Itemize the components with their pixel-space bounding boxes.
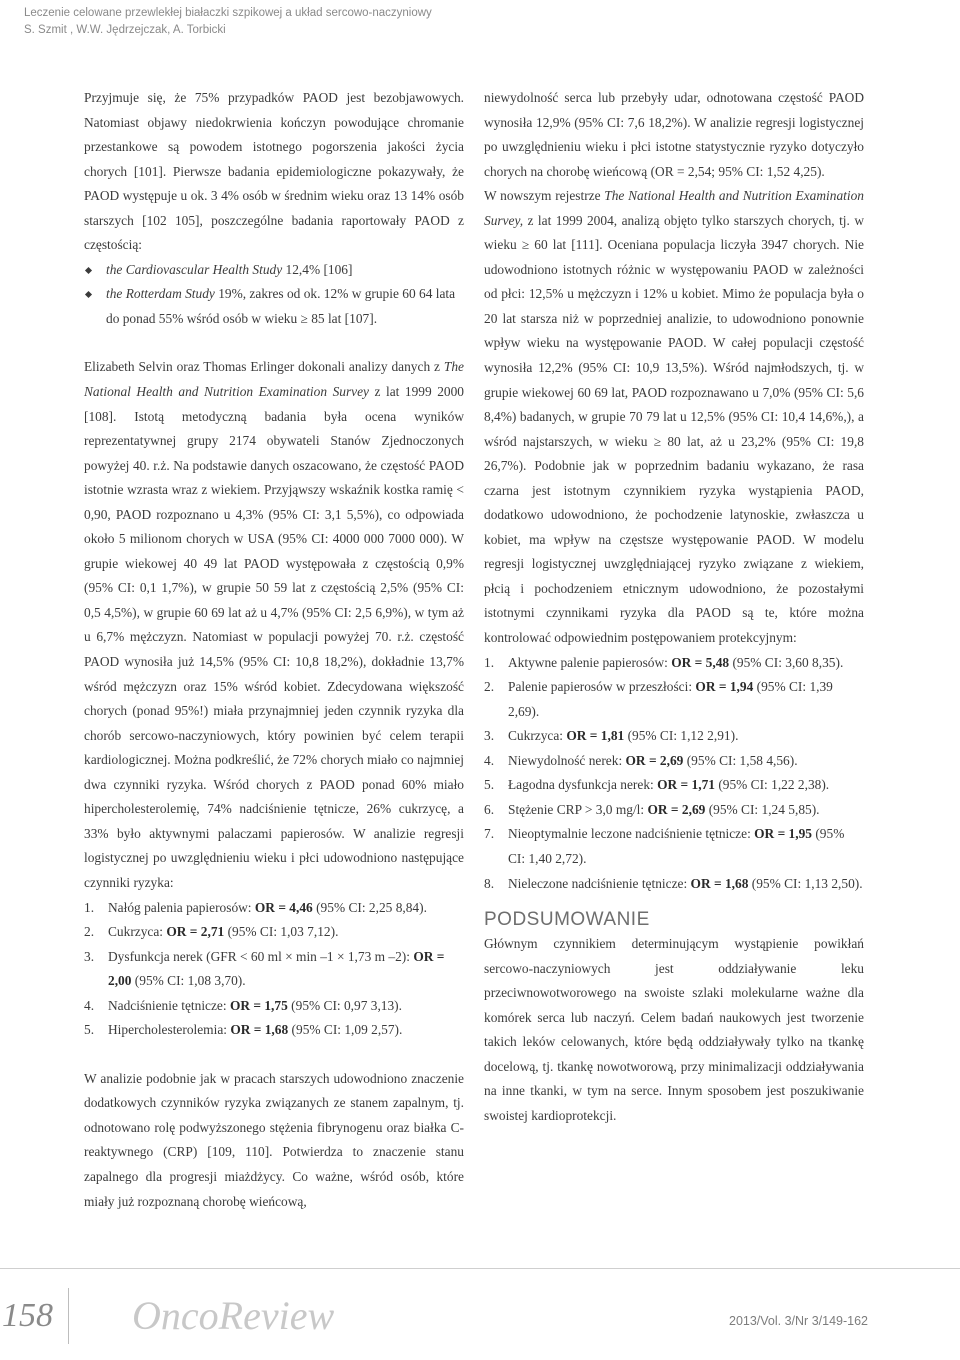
paragraph: Głównym czynnikiem determinującym wystąpienie powikłań sercowo-naczyniowych jest oddziaływanie leku przeciwnowotworowego na swoiste szlaki molekularne ważne dla komórek serca lub naczyń. Celem badań naukowych jest tworzenie takich leków celowanych, które będą oddziaływały tylko na tkankę docelową, tj. tkankę nowotworową, przy minimalizacji oddziaływania na inne tkanki, w tym na serce. Innym sposobem jest poszukiwanie swoistej kardioprotekcji. — [484, 936, 864, 1123]
text-run: Dysfunkcja nerek (GFR < 60 ml × min –1 × 1,73 m –2): — [108, 948, 414, 964]
study-name: the Cardiovascular Health Study — [106, 261, 283, 277]
text-run: (95% CI: 1,13 2,50). — [748, 875, 863, 891]
text-run: z lat 1999 2000 [108]. Istotą metodyczną badania była ocena wyników reprezentatywnej grupy 2174 obywateli Stanów Zjednoczonych powyżej 40. r.ż. Na podstawie danych oszacowano, że częstość PAOD istotnie wzrasta wraz z wiekiem. Przyjąwszy wskaźnik kostka ramię < 0,90, PAOD rozpoznano u 4,3% (95% CI: 3,1 5,5%), co odpowiada około 5 milionom chorych w USA (95% CI: 4000 000 7000 000). W grupie wiekowej 40 49 lat PAOD występowała z częstością 0,9% (95% CI: 0,1 1,7%), w grupie 50 59 lat z częstością 2,5% (95% CI: 0,5 4,5%), w grupie 60 69 lat aż u 4,7% (95% CI: 2,5 6,9%), w tym aż u 6,7% mężczyzn. Natomiast w populacji powyżej 70. r.ż. częstość PAOD wynosiła już 14,5% (95% CI: 10,8 18,2%), dokładnie 13,7% wśród mężczyzn oraz 15% wśród kobiet. Zdecydowana większość chorych (ponad 95%!) miała przynajmniej jeden czynnik ryzyka dla chorób sercowo-naczyniowych, który powinien być celem terapii kardiologicznej. Można podkreślić, że 72% chorych miało co najmniej dwa czynniki ryzyka. Wśród chorych z PAOD ponad 60% miało hipercholesterolemię, 74% nadciśnienie tętnicze, 26% cukrzycę, a 33% było aktywnymi palaczami papierosów. W analizie regresji logistycznej po uwzględnieniu wieku i płci udowodniono następujące czynniki ryzyka: — [84, 384, 465, 890]
list-item — [484, 724, 864, 749]
running-header — [24, 5, 432, 39]
list-text — [108, 945, 464, 994]
list-item — [484, 773, 864, 798]
risk-factor-list — [84, 896, 464, 1043]
list-item — [84, 1018, 464, 1043]
list-item — [84, 258, 464, 283]
text-run: Elizabeth Selvin oraz Thomas Erlinger dokonali analizy danych z — [84, 359, 444, 375]
text-run: (95% CI: 2,25 8,84). — [312, 899, 427, 915]
list-text — [108, 896, 464, 921]
list-number: 5. — [84, 1022, 95, 1038]
text-run: (95% CI: 1,03 7,12). — [224, 924, 339, 940]
text-run: Cukrzyca: — [508, 728, 567, 744]
paragraph-gap — [84, 331, 464, 355]
text-run: Nieoptymalnie leczone nadciśnienie tętnicze: — [508, 826, 755, 842]
text-run: (95% CI: 1,39 2,69). — [508, 679, 833, 719]
text-run: Nieleczone nadciśnienie tętnicze: — [508, 875, 691, 891]
paragraph: W analizie podobnie jak w pracach starszych udowodniono znaczenie dodatkowych czynników ryzyka związanych ze stanem zapalnym, tj. odnotowano rolę podwyższonego stężenia fibrynogenu oraz białka C-reaktywnego (CRP) [109, 110]. Potwierdza to znaczenie stanu zapalnego dla progresji miażdżycy. Co ważne, wśród osób, które miały już rozpoznaną chorobę wieńcową, — [84, 1070, 464, 1209]
text-run: Stężenie CRP > 3,0 mg/l: — [508, 801, 648, 817]
text-run: Aktywne palenie papierosów: — [508, 654, 672, 670]
list-item — [84, 945, 464, 994]
odds-ratio: OR = 2,00 — [108, 948, 445, 989]
page-number: 158 — [2, 1297, 53, 1334]
list-item — [84, 896, 464, 921]
list-text — [508, 651, 864, 676]
list-number: 4. — [484, 752, 495, 768]
running-header-authors: S. Szmit , W.W. Jędrzejczak, A. Torbicki — [24, 24, 226, 36]
odds-ratio: OR = 1,94 — [695, 679, 754, 695]
list-number: 3. — [84, 948, 95, 964]
list-text — [508, 675, 864, 724]
text-run: Nadciśnienie tętnicze: — [108, 997, 230, 1013]
paragraph — [84, 355, 464, 895]
journal-reference: 2013/Vol. 3/Nr 3/149-162 — [729, 1314, 868, 1328]
survey-name: The National Health and Nutrition Examination Survey, — [484, 188, 864, 228]
list-number: 1. — [84, 899, 95, 915]
list-text — [508, 724, 864, 749]
list-number: 3. — [484, 728, 495, 744]
right-column — [484, 86, 864, 1128]
list-text — [508, 872, 864, 897]
odds-ratio: OR = 1,71 — [657, 777, 715, 793]
paragraph — [484, 184, 864, 650]
list-item — [484, 822, 864, 871]
text-run: (95% CI: 1,58 4,56). — [683, 752, 798, 768]
list-number: 2. — [484, 679, 495, 695]
list-item — [484, 651, 864, 676]
odds-ratio: OR = 1,68 — [230, 1022, 289, 1038]
text-run: (95% CI: 1,08 3,70). — [131, 973, 246, 989]
list-number: 7. — [484, 826, 495, 842]
list-text — [508, 822, 864, 871]
text-run: (95% CI: 0,97 3,13). — [287, 997, 402, 1013]
risk-factor-list — [484, 651, 864, 896]
text-run: (95% CI: 1,22 2,38). — [714, 777, 830, 793]
odds-ratio: OR = 1,81 — [566, 728, 625, 744]
text-run: Palenie papierosów w przeszłości: — [508, 679, 696, 695]
text-run: (95% CI: 1,24 5,85). — [705, 801, 820, 817]
survey-name: The National Health and Nutrition Examination Survey — [84, 359, 464, 400]
list-text — [508, 773, 864, 798]
list-number: 5. — [484, 777, 495, 793]
list-text — [108, 994, 464, 1019]
list-item — [84, 994, 464, 1019]
text-run: Cukrzyca: — [108, 924, 167, 940]
text-run: Hipercholesterolemia: — [108, 1022, 231, 1038]
list-text — [508, 749, 864, 774]
list-number: 8. — [484, 875, 495, 891]
list-text — [108, 1018, 464, 1043]
text-run: (95% CI: 1,09 2,57). — [288, 1022, 403, 1038]
study-name: the Rotterdam Study — [106, 286, 215, 302]
footer-divider — [68, 1288, 69, 1344]
text-run: (95% CI: 3,60 8,35). — [729, 654, 844, 670]
odds-ratio: OR = 1,68 — [690, 875, 749, 891]
study-list — [84, 258, 464, 332]
odds-ratio: OR = 2,69 — [625, 752, 684, 768]
list-number: 4. — [84, 997, 95, 1013]
list-item — [84, 920, 464, 945]
odds-ratio: OR = 4,46 — [254, 899, 313, 915]
list-item — [84, 282, 464, 331]
list-item — [484, 749, 864, 774]
running-header-title: Leczenie celowane przewlekłej białaczki szpikowej a układ sercowo-naczyniowy — [24, 7, 432, 19]
odds-ratio: OR = 1,75 — [229, 997, 288, 1013]
list-item — [484, 798, 864, 823]
text-run: W nowszym rejestrze — [484, 188, 605, 204]
list-text — [508, 798, 864, 823]
footer-rule — [0, 1268, 960, 1269]
text-run: (95% CI: 1,40 2,72). — [508, 826, 845, 866]
list-item — [484, 872, 864, 897]
odds-ratio: OR = 1,95 — [754, 826, 812, 842]
list-text — [108, 920, 464, 945]
odds-ratio: OR = 2,71 — [166, 924, 225, 940]
odds-ratio: OR = 2,69 — [647, 801, 706, 817]
text-run: Niewydolność nerek: — [508, 752, 626, 768]
text-run: Łagodna dysfunkcja nerek: — [508, 777, 658, 793]
paragraph: Przyjmuje się, że 75% przypadków PAOD jest bezobjawowych. Natomiast objawy niedokrwienia kończyn powodujące chromanie przestankowe są powodem istotnego pogorszenia jakości życia chorych [101]. Pierwsze badania epidemiologiczne pokazywały, że PAOD występuje u ok. 3 4% osób w średnim wieku oraz 13 14% osób starszych [102 105], poszczególne badania raportowały PAOD z częstością: — [84, 90, 464, 253]
section-heading: PODSUMOWANIE — [484, 909, 650, 931]
paragraph-gap — [84, 1043, 464, 1067]
list-item — [484, 675, 864, 724]
study-detail: 12,4% [106] — [282, 261, 353, 277]
text-run: z lat 1999 2004, analizą objęto tylko starszych chorych, tj. w wieku ≥ 60 lat [111]. Oceniana populacja liczyła 3947 chorych. Nie udowodniono istotnych różnic w występowaniu PAOD w zależności od płci: 12,5% u mężczyzn i 12% u kobiet. Mimo że populacja była o 20 lat starsza niż w poprzedniej analizie, to udowodniono ponownie wpływ wieku na występowanie PAOD. W całej populacji częstość wynosiła 12,2% (95% CI: 10,9 13,5%). Wśród najmłodszych, tj. w grupie wiekowej 60 69 lat, PAOD rozpoznawano u 7,0% (95% CI: 5,6 8,4%) badanych, w grupie 70 79 lat u 12,5% (95% CI: 10,4 14,6%,), a wśród najstarszych, w wieku ≥ 80 lat, aż u 23,2% (95% CI: 19,8 26,7%). Podobnie jak w poprzednim badaniu wykazano, że rasa czarna jest istotnym czynnikiem ryzyka wystąpienia PAOD, dodatkowo udowodniono, że pochodzenie latynoskie, zwłaszcza u kobiet, ma wpływ na częstsze występowanie PAOD. W modelu regresji logistycznej uwzględniającej ryzyko związane z wiekiem, płcią i pochodzeniem etnicznym udowodniono, że pozostałymi istotnymi czynnikami ryzyka dla PAOD są te, które można kontrolować odpowiednim postępowaniem protekcyjnym: — [484, 212, 864, 646]
list-number: 1. — [484, 654, 495, 670]
paragraph: niewydolność serca lub przebyły udar, odnotowana częstość PAOD wynosiła 12,9% (95% CI: 7,6 18,2%). W analizie regresji logistycznej po uwzględnieniu wieku i płci istotne statystycznie ryzyko dotyczyło chorych na chorobę wieńcową (OR = 2,54; 95% CI: 1,52 4,25). — [484, 90, 864, 179]
study-detail: 19%, zakres od ok. 12% w grupie 60 64 lata do ponad 55% wśród osób w wieku ≥ 85 lat [107]. — [106, 286, 456, 326]
left-column — [84, 86, 464, 1214]
list-number: 2. — [84, 924, 95, 940]
journal-logo: OncoReview — [132, 1293, 335, 1338]
text-run: Nałóg palenia papierosów: — [108, 899, 255, 915]
list-number: 6. — [484, 801, 495, 817]
odds-ratio: OR = 5,48 — [671, 654, 730, 670]
text-run: (95% CI: 1,12 2,91). — [624, 728, 739, 744]
